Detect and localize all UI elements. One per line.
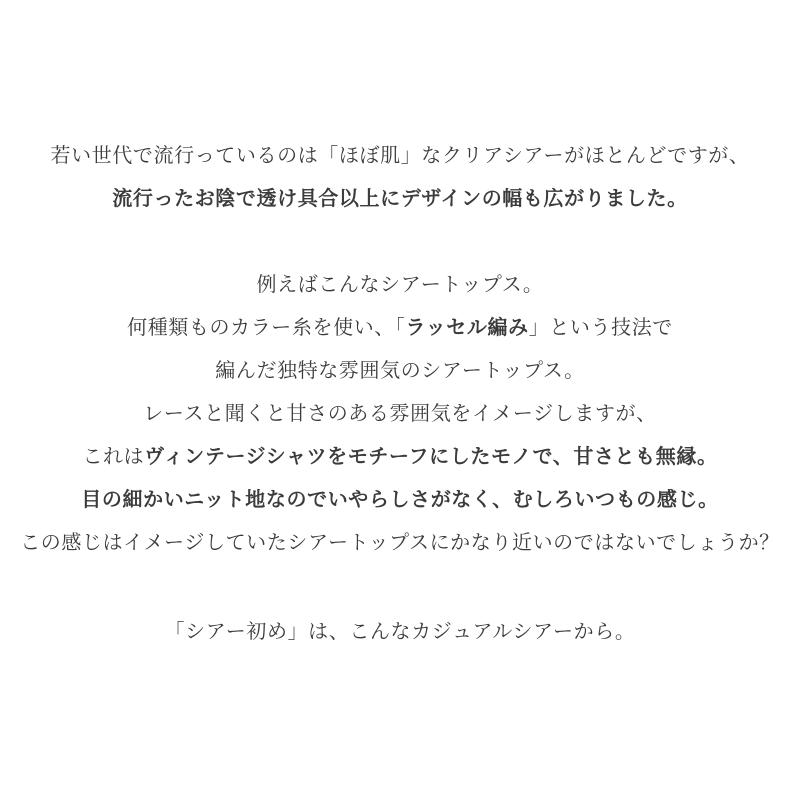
text-line: [0, 350, 800, 393]
text-segment: 若い世代で流行っているのは「ほぼ肌」なクリアシアーがほとんどですが、: [50, 145, 750, 167]
text-line: [0, 307, 800, 350]
text-line: [0, 178, 800, 221]
paragraph-closing: [0, 611, 800, 654]
text-line: [0, 611, 800, 654]
text-segment-bold: 流行ったお陰で透け具合以上にデザインの幅も広がりました。: [112, 188, 688, 210]
text-segment-bold: ラッセル編み: [405, 317, 529, 339]
text-line: [0, 393, 800, 436]
paragraph-intro: [0, 135, 800, 221]
text-segment-bold: ヴィンテージシャツをモチーフにしたモノで、甘さとも無縁。: [144, 446, 718, 468]
text-line: [0, 135, 800, 178]
text-line: [0, 264, 800, 307]
text-segment: 「シアー初め」は、こんなカジュアルシアーから。: [164, 621, 636, 643]
text-segment: 何種類ものカラー糸を使い、「: [127, 317, 406, 339]
paragraph-body: [0, 264, 800, 565]
text-segment: 」という技法で: [528, 317, 673, 339]
text-segment-bold: 目の細かいニット地なのでいやらしさがなく、むしろいつもの感じ。: [81, 489, 719, 511]
text-line: [0, 522, 800, 565]
text-segment: 編んだ独特な雰囲気のシアートップス。: [215, 360, 585, 382]
text-line: [0, 436, 800, 479]
text-line: [0, 479, 800, 522]
text-segment: 例えばこんなシアートップス。: [256, 274, 544, 296]
text-segment: レースと聞くと甘さのある雰囲気をイメージしますが、: [143, 403, 657, 425]
text-segment: この感じはイメージしていたシアートップスにかなり近いのではないでしょうか？: [20, 532, 780, 554]
text-segment: これは: [82, 446, 145, 468]
